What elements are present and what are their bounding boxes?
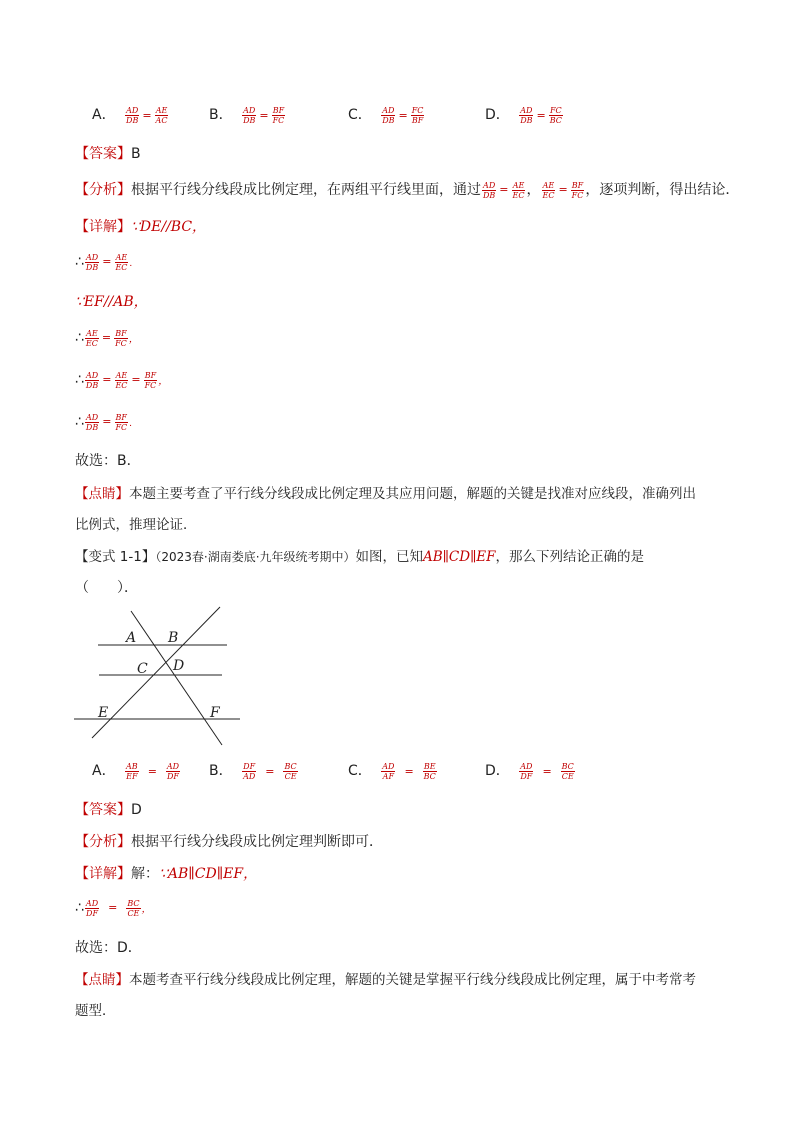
- equals-sign: =: [265, 764, 275, 778]
- answer-value: D: [131, 802, 142, 818]
- equals-sign: =: [404, 764, 414, 778]
- detail-prefix: 解：: [131, 866, 159, 882]
- equals-sign: =: [101, 331, 112, 344]
- numerator: AD: [85, 252, 99, 262]
- numerator: AD: [520, 761, 533, 771]
- q2-comment: [75, 970, 696, 990]
- denominator: DB: [126, 115, 139, 125]
- comment-tag: 【点睛】: [75, 486, 129, 502]
- fraction: [571, 181, 585, 200]
- therefore-sign: ∴: [75, 900, 84, 916]
- comment-text: 比例式，推理论证．: [75, 517, 197, 533]
- numerator: BF: [272, 105, 285, 115]
- numerator: AD: [85, 412, 99, 422]
- fraction: [381, 106, 395, 125]
- denominator: FC: [571, 190, 584, 200]
- fraction: [541, 181, 555, 200]
- q1-step-3: [75, 370, 168, 392]
- q2-comment-line-2: [75, 1001, 116, 1021]
- numerator: BE: [423, 761, 436, 771]
- numerator: AD: [382, 761, 395, 771]
- denominator: DB: [85, 422, 99, 432]
- numerator: AE: [115, 252, 128, 262]
- detail-condition: ∵EF//AB，: [75, 294, 148, 310]
- fraction: [423, 762, 437, 781]
- punctuation: ，: [158, 376, 169, 387]
- q2-option-b: [209, 760, 299, 781]
- numerator: AD: [166, 761, 180, 771]
- point-label-d: D: [173, 658, 185, 674]
- detail-tag: 【详解】: [75, 866, 131, 882]
- numerator: AD: [483, 180, 496, 190]
- q2-option-d: [485, 760, 576, 781]
- therefore-sign: ∴: [75, 254, 84, 270]
- analysis-text-end: ，逐项判断，得出结论．: [585, 182, 740, 198]
- point-label-f: F: [210, 705, 220, 721]
- comment-tag: 【点睛】: [75, 972, 129, 988]
- comment-text: 本题主要考查了平行线分线段成比例定理及其应用问题，解题的关键是找准对应线段，准确列出: [129, 486, 696, 502]
- denominator: DB: [520, 115, 533, 125]
- q2-option-a: [92, 760, 181, 781]
- denominator: DB: [382, 115, 395, 125]
- q1-step-2: [75, 328, 139, 350]
- denominator: DB: [85, 262, 99, 272]
- numerator: AD: [520, 105, 533, 115]
- comment-text: 本题考查平行线分线段成比例定理，解题的关键是掌握平行线分线段成比例定理，属于中考常考: [129, 972, 696, 988]
- numerator: AD: [382, 105, 395, 115]
- numerator: AD: [126, 105, 139, 115]
- q2-stem-line-2: [75, 578, 138, 598]
- denominator: DB: [85, 380, 99, 390]
- option-label: C．: [348, 763, 372, 779]
- q2-choose: [75, 938, 142, 958]
- denominator: EC: [115, 380, 128, 390]
- q1-option-b: [209, 104, 286, 125]
- denominator: AC: [155, 115, 168, 125]
- q1-step-4: [75, 412, 132, 434]
- numerator: BC: [284, 761, 297, 771]
- analysis-text: 根据平行线分线段成比例定理，在两组平行线里面，通过: [131, 182, 481, 198]
- numerator: AE: [115, 370, 128, 380]
- denominator: BF: [411, 115, 424, 125]
- fraction: [242, 762, 256, 781]
- fraction: [155, 106, 169, 125]
- fraction: [411, 106, 425, 125]
- fraction: [114, 371, 128, 390]
- q1-option-a: [92, 104, 169, 125]
- equals-sign: =: [102, 415, 112, 428]
- q2-step: [75, 898, 152, 920]
- denominator: FC: [115, 422, 128, 432]
- fraction: [85, 371, 99, 390]
- fraction: [126, 899, 140, 918]
- q1-choose: [75, 451, 141, 471]
- point-label-b: B: [168, 630, 179, 646]
- numerator: BF: [571, 180, 584, 190]
- denominator: FC: [144, 380, 157, 390]
- denominator: EC: [542, 190, 555, 200]
- analysis-text: 根据平行线分线段成比例定理判断即可．: [131, 834, 383, 850]
- numerator: AD: [85, 370, 99, 380]
- equals-sign: =: [259, 108, 269, 122]
- option-label: D．: [485, 107, 510, 123]
- numerator: FC: [411, 105, 424, 115]
- numerator: BF: [144, 370, 157, 380]
- fraction: [85, 413, 99, 432]
- numerator: BF: [115, 412, 127, 422]
- equals-sign: =: [131, 373, 141, 386]
- option-label: A．: [92, 107, 116, 123]
- denominator: EC: [85, 338, 98, 348]
- q1-answer: [75, 144, 141, 164]
- fraction: [125, 106, 139, 125]
- numerator: AE: [86, 328, 98, 338]
- equals-sign: =: [102, 255, 112, 268]
- numerator: AE: [542, 180, 555, 190]
- equals-sign: =: [499, 183, 509, 196]
- variant-tag: 【变式 1-1】: [75, 549, 156, 565]
- detail-tag: 【详解】: [75, 219, 131, 235]
- option-label: B．: [209, 107, 233, 123]
- q1-comment-line-2: [75, 515, 197, 535]
- transversal-be: [92, 607, 220, 738]
- point-label-c: C: [137, 661, 148, 677]
- fraction: [381, 762, 395, 781]
- denominator: DF: [167, 771, 179, 781]
- answer-value: B: [131, 146, 141, 162]
- numerator: AE: [155, 105, 168, 115]
- fraction: [283, 762, 297, 781]
- punctuation: ，: [141, 904, 152, 915]
- equals-sign: =: [536, 108, 546, 122]
- equals-sign: =: [108, 901, 118, 914]
- q1-option-d: [485, 104, 564, 125]
- stem-math: AB∥CD∥EF: [423, 549, 496, 565]
- denominator: EF: [126, 771, 138, 781]
- denominator: EC: [115, 262, 128, 272]
- answer-blank: （ ）．: [75, 580, 138, 596]
- punctuation: .: [129, 419, 132, 429]
- denominator: FC: [115, 338, 127, 348]
- choose-text: 故选：B．: [75, 453, 141, 469]
- fraction: [561, 762, 575, 781]
- denominator: FC: [272, 115, 285, 125]
- fraction: [242, 106, 256, 125]
- numerator: BC: [561, 761, 574, 771]
- option-label: D．: [485, 763, 510, 779]
- q2-option-c: [348, 760, 438, 781]
- punctuation: .: [129, 259, 133, 269]
- detail-condition: ∵AB∥CD∥EF，: [159, 866, 258, 882]
- stem-text: 如图，已知: [355, 549, 424, 565]
- q2-detail: [75, 864, 257, 884]
- analysis-tag: 【分析】: [75, 182, 131, 198]
- numerator: DF: [243, 761, 256, 771]
- q1-option-c: [348, 104, 425, 125]
- numerator: AD: [85, 898, 99, 908]
- q1-analysis: [75, 180, 739, 200]
- fraction: [125, 762, 139, 781]
- option-label: A．: [92, 763, 116, 779]
- denominator: EC: [512, 190, 525, 200]
- point-label-e: E: [98, 705, 109, 721]
- numerator: AD: [243, 105, 256, 115]
- parallel-lines-figure: [70, 605, 250, 750]
- fraction: [114, 329, 128, 348]
- fraction: [85, 253, 99, 272]
- therefore-sign: ∴: [75, 330, 84, 346]
- equals-sign: =: [102, 373, 112, 386]
- numerator: AE: [512, 180, 525, 190]
- fraction: [512, 181, 526, 200]
- source-note: （2023春·湖南娄底·九年级统考期中）: [155, 550, 356, 564]
- denominator: DB: [483, 190, 496, 200]
- numerator: FC: [549, 105, 562, 115]
- point-label-a: A: [126, 630, 137, 646]
- fraction: [272, 106, 286, 125]
- answer-tag: 【答案】: [75, 802, 131, 818]
- q2-answer: [75, 800, 142, 820]
- answer-tag: 【答案】: [75, 146, 131, 162]
- fraction: [482, 181, 496, 200]
- denominator: BC: [549, 115, 562, 125]
- q1-detail: [75, 217, 206, 237]
- therefore-sign: ∴: [75, 414, 84, 430]
- equals-sign: =: [542, 764, 552, 778]
- denominator: CE: [561, 771, 574, 781]
- fraction: [114, 413, 128, 432]
- fraction: [549, 106, 563, 125]
- q1-step-1: [75, 252, 132, 274]
- option-label: C．: [348, 107, 372, 123]
- fraction: [85, 329, 99, 348]
- punctuation: ，: [128, 334, 139, 345]
- choose-text: 故选：D．: [75, 940, 142, 956]
- q2-analysis: [75, 832, 383, 852]
- comment-text: 题型．: [75, 1003, 116, 1019]
- fraction: [144, 371, 158, 390]
- fraction: [519, 106, 533, 125]
- option-label: B．: [209, 763, 233, 779]
- numerator: BF: [115, 328, 127, 338]
- fraction: [114, 253, 128, 272]
- q1-comment: [75, 484, 696, 504]
- equals-sign: =: [558, 183, 568, 196]
- stem-text-end: ，那么下列结论正确的是: [495, 549, 645, 565]
- denominator: DF: [520, 771, 533, 781]
- fraction: [519, 762, 533, 781]
- analysis-tag: 【分析】: [75, 834, 131, 850]
- separator: ，: [526, 182, 541, 198]
- q2-stem: [75, 547, 644, 567]
- equals-sign: =: [142, 108, 152, 122]
- denominator: CE: [127, 908, 140, 918]
- denominator: BC: [423, 771, 436, 781]
- equals-sign: =: [147, 764, 157, 778]
- fraction: [85, 899, 99, 918]
- denominator: AF: [382, 771, 394, 781]
- numerator: AB: [126, 761, 138, 771]
- q1-detail-2: [75, 292, 148, 312]
- detail-condition: ∵DE//BC，: [131, 219, 207, 235]
- therefore-sign: ∴: [75, 372, 84, 388]
- denominator: DB: [243, 115, 256, 125]
- denominator: CE: [284, 771, 297, 781]
- fraction: [166, 762, 180, 781]
- numerator: BC: [127, 898, 140, 908]
- equals-sign: =: [398, 108, 408, 122]
- denominator: DF: [86, 908, 98, 918]
- denominator: AD: [243, 771, 256, 781]
